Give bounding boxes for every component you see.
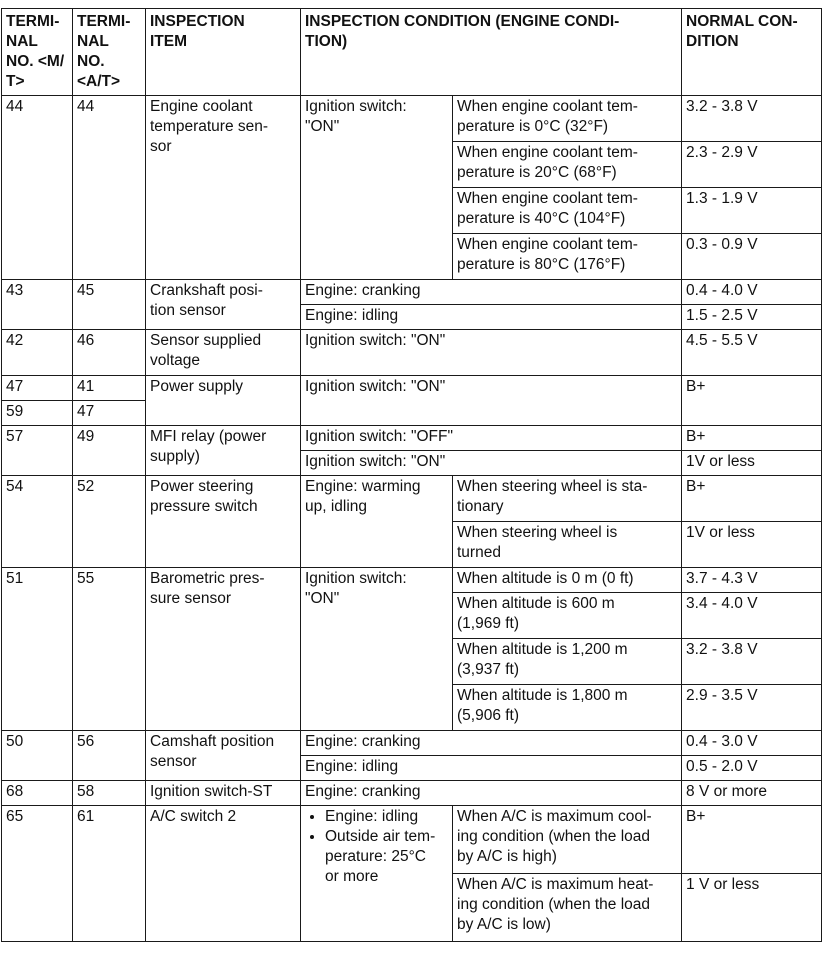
- condition-cell: Ignition switch: "ON": [301, 568, 453, 731]
- inspection-table: [1, 8, 822, 942]
- condition-bullet: • Engine: idling: [325, 807, 448, 827]
- condition-cell: Ignition switch: "ON": [301, 451, 682, 476]
- terminal-mt-cell: 50: [2, 731, 73, 781]
- condition-cell: Ignition switch: "ON": [301, 96, 453, 280]
- inspection-item-cell: Ignition switch-ST: [146, 781, 301, 806]
- header-inspection-item: INSPECTION ITEM: [146, 9, 301, 96]
- normal-condition-cell: 3.7 - 4.3 V: [682, 568, 822, 593]
- inspection-item-cell: Crankshaft posi- tion sensor: [146, 280, 301, 330]
- terminal-at-cell: 56: [73, 731, 146, 781]
- normal-condition-cell: 0.4 - 3.0 V: [682, 731, 822, 756]
- header-terminal-mt: TERMI- NAL NO. <M/ T>: [2, 9, 73, 96]
- terminal-at-cell: 47: [73, 401, 146, 426]
- inspection-item-cell: Engine coolant temperature sen- sor: [146, 96, 301, 280]
- sub-condition-cell: When engine coolant tem- perature is 20°C (68°F): [453, 142, 682, 188]
- terminal-mt-cell: 42: [2, 330, 73, 376]
- normal-condition-cell: 0.5 - 2.0 V: [682, 756, 822, 781]
- inspection-item-cell: Sensor supplied voltage: [146, 330, 301, 376]
- inspection-item-cell: Power steering pressure switch: [146, 476, 301, 568]
- normal-condition-cell: B+: [682, 806, 822, 874]
- normal-condition-cell: 4.5 - 5.5 V: [682, 330, 822, 376]
- condition-cell: Engine: cranking: [301, 731, 682, 756]
- terminal-at-cell: 45: [73, 280, 146, 330]
- table-row: [2, 330, 822, 376]
- terminal-at-cell: 55: [73, 568, 146, 731]
- sub-condition-cell: When engine coolant tem- perature is 0°C (32°F): [453, 96, 682, 142]
- inspection-item-cell: Barometric pres- sure sensor: [146, 568, 301, 731]
- normal-condition-cell: 3.2 - 3.8 V: [682, 96, 822, 142]
- condition-cell: Engine: idling: [301, 305, 682, 330]
- inspection-item-cell: A/C switch 2: [146, 806, 301, 942]
- normal-condition-cell: B+: [682, 376, 822, 426]
- sub-condition-cell: When altitude is 1,200 m (3,937 ft): [453, 639, 682, 685]
- sub-condition-cell: When engine coolant tem- perature is 40°C (104°F): [453, 188, 682, 234]
- header-terminal-at: TERMI- NAL NO. <A/T>: [73, 9, 146, 96]
- normal-condition-cell: 1.5 - 2.5 V: [682, 305, 822, 330]
- condition-cell: Engine: warming up, idling: [301, 476, 453, 568]
- terminal-mt-cell: 68: [2, 781, 73, 806]
- condition-cell: Engine: cranking: [301, 280, 682, 305]
- terminal-at-cell: 52: [73, 476, 146, 568]
- terminal-mt-cell: 57: [2, 426, 73, 476]
- normal-condition-cell: 1.3 - 1.9 V: [682, 188, 822, 234]
- normal-condition-cell: 0.4 - 4.0 V: [682, 280, 822, 305]
- terminal-at-cell: 58: [73, 781, 146, 806]
- header-normal-condition: NORMAL CON- DITION: [682, 9, 822, 96]
- condition-cell: [301, 806, 453, 942]
- terminal-mt-cell: 43: [2, 280, 73, 330]
- terminal-at-cell: 49: [73, 426, 146, 476]
- sub-condition-cell: When steering wheel is sta- tionary: [453, 476, 682, 522]
- terminal-mt-cell: 65: [2, 806, 73, 942]
- normal-condition-cell: 1V or less: [682, 451, 822, 476]
- inspection-item-cell: Camshaft position sensor: [146, 731, 301, 781]
- terminal-at-cell: 44: [73, 96, 146, 280]
- sub-condition-cell: When altitude is 1,800 m (5,906 ft): [453, 685, 682, 731]
- terminal-mt-cell: 59: [2, 401, 73, 426]
- inspection-item-cell: Power supply: [146, 376, 301, 426]
- condition-bullet-list: [305, 807, 448, 887]
- terminal-at-cell: 46: [73, 330, 146, 376]
- normal-condition-cell: 3.2 - 3.8 V: [682, 639, 822, 685]
- table-row: [2, 476, 822, 522]
- normal-condition-cell: B+: [682, 476, 822, 522]
- normal-condition-cell: 2.9 - 3.5 V: [682, 685, 822, 731]
- terminal-mt-cell: 54: [2, 476, 73, 568]
- sub-condition-cell: When steering wheel is turned: [453, 522, 682, 568]
- terminal-at-cell: 41: [73, 376, 146, 401]
- terminal-mt-cell: 44: [2, 96, 73, 280]
- sub-condition-cell: When engine coolant tem- perature is 80°C (176°F): [453, 234, 682, 280]
- table-row: [2, 96, 822, 142]
- table-row: [2, 806, 822, 874]
- sub-condition-cell: When altitude is 0 m (0 ft): [453, 568, 682, 593]
- sub-condition-cell: When altitude is 600 m (1,969 ft): [453, 593, 682, 639]
- condition-cell: Ignition switch: "OFF": [301, 426, 682, 451]
- normal-condition-cell: 8 V or more: [682, 781, 822, 806]
- table-row: [2, 568, 822, 593]
- condition-bullet: • Outside air tem- perature: 25°C or more: [325, 827, 448, 887]
- normal-condition-cell: 1 V or less: [682, 874, 822, 942]
- terminal-mt-cell: 51: [2, 568, 73, 731]
- table-row: [2, 731, 822, 756]
- table-row: [2, 781, 822, 806]
- condition-cell: Ignition switch: "ON": [301, 376, 682, 426]
- table-row: [2, 376, 822, 401]
- header-row: [2, 9, 822, 96]
- normal-condition-cell: B+: [682, 426, 822, 451]
- normal-condition-cell: 3.4 - 4.0 V: [682, 593, 822, 639]
- condition-cell: Engine: idling: [301, 756, 682, 781]
- normal-condition-cell: 2.3 - 2.9 V: [682, 142, 822, 188]
- normal-condition-cell: 0.3 - 0.9 V: [682, 234, 822, 280]
- sub-condition-cell: When A/C is maximum cool- ing condition (when the load by A/C is high): [453, 806, 682, 874]
- inspection-item-cell: MFI relay (power supply): [146, 426, 301, 476]
- table-row: [2, 426, 822, 451]
- table-row: [2, 280, 822, 305]
- condition-cell: Engine: cranking: [301, 781, 682, 806]
- header-inspection-condition: INSPECTION CONDITION (ENGINE CONDI- TION): [301, 9, 682, 96]
- normal-condition-cell: 1V or less: [682, 522, 822, 568]
- condition-cell: Ignition switch: "ON": [301, 330, 682, 376]
- terminal-mt-cell: 47: [2, 376, 73, 401]
- terminal-at-cell: 61: [73, 806, 146, 942]
- sub-condition-cell: When A/C is maximum heat- ing condition (when the load by A/C is low): [453, 874, 682, 942]
